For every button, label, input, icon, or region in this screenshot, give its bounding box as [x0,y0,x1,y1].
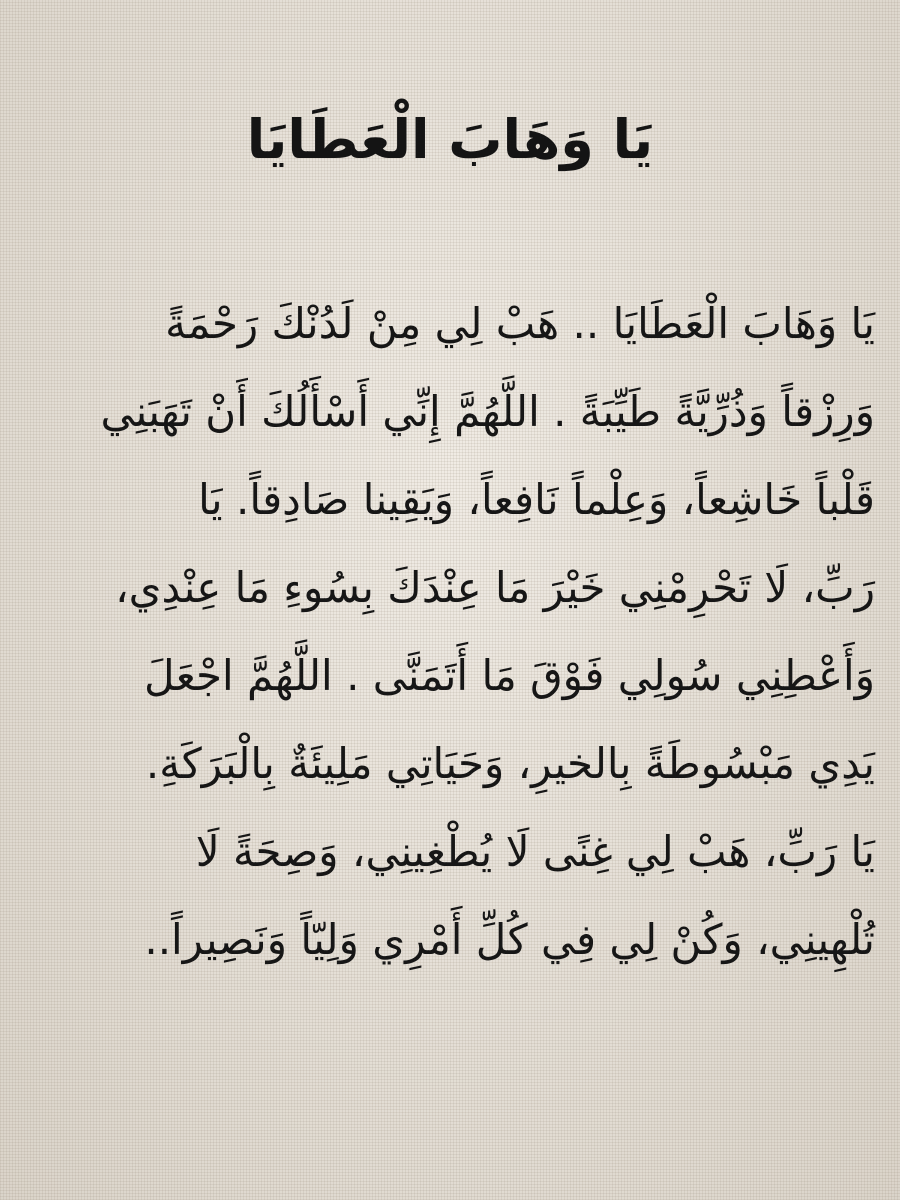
prayer-text [30,280,875,984]
text-line: تُلْهِينِي، وَكُنْ لِي فِي كُلِّ أَمْرِي وَلِيّاً وَنَصِيراً.. [144,915,875,964]
text-line: يَا رَبِّ، هَبْ لِي غِنًى لَا يُطْغِينِي، وَصِحَةً لَا [195,827,875,876]
text-line: يَدِي مَبْسُوطَةً بِالخيرِ، وَحَيَاتِي مَلِيئَةٌ بِالْبَرَكَةِ. [145,739,875,788]
text-line: وَرِزْقاً وَذُرِّيَّةً طَيِّبَةً . اللَّهُمَّ إِنِّي أَسْأَلُكَ أَنْ تَهَبَنِي [100,387,875,436]
text-line: قَلْباً خَاشِعاً، وَعِلْماً نَافِعاً، وَيَقِينا صَادِقاً. يَا [198,475,875,524]
text-line: رَبِّ، لَا تَحْرِمْنِي خَيْرَ مَا عِنْدَكَ بِسُوءِ مَا عِنْدِي، [115,563,875,612]
page-title: يَا وَهَابَ الْعَطَايَا [246,108,654,171]
text-line: وَأَعْطِنِي سُولِي فَوْقَ مَا أَتَمَنَّى . اللَّهُمَّ اجْعَلَ [143,651,875,700]
text-line: يَا وَهَابَ الْعَطَايَا .. هَبْ لِي مِنْ لَدُنْكَ رَحْمَةً [165,299,875,348]
